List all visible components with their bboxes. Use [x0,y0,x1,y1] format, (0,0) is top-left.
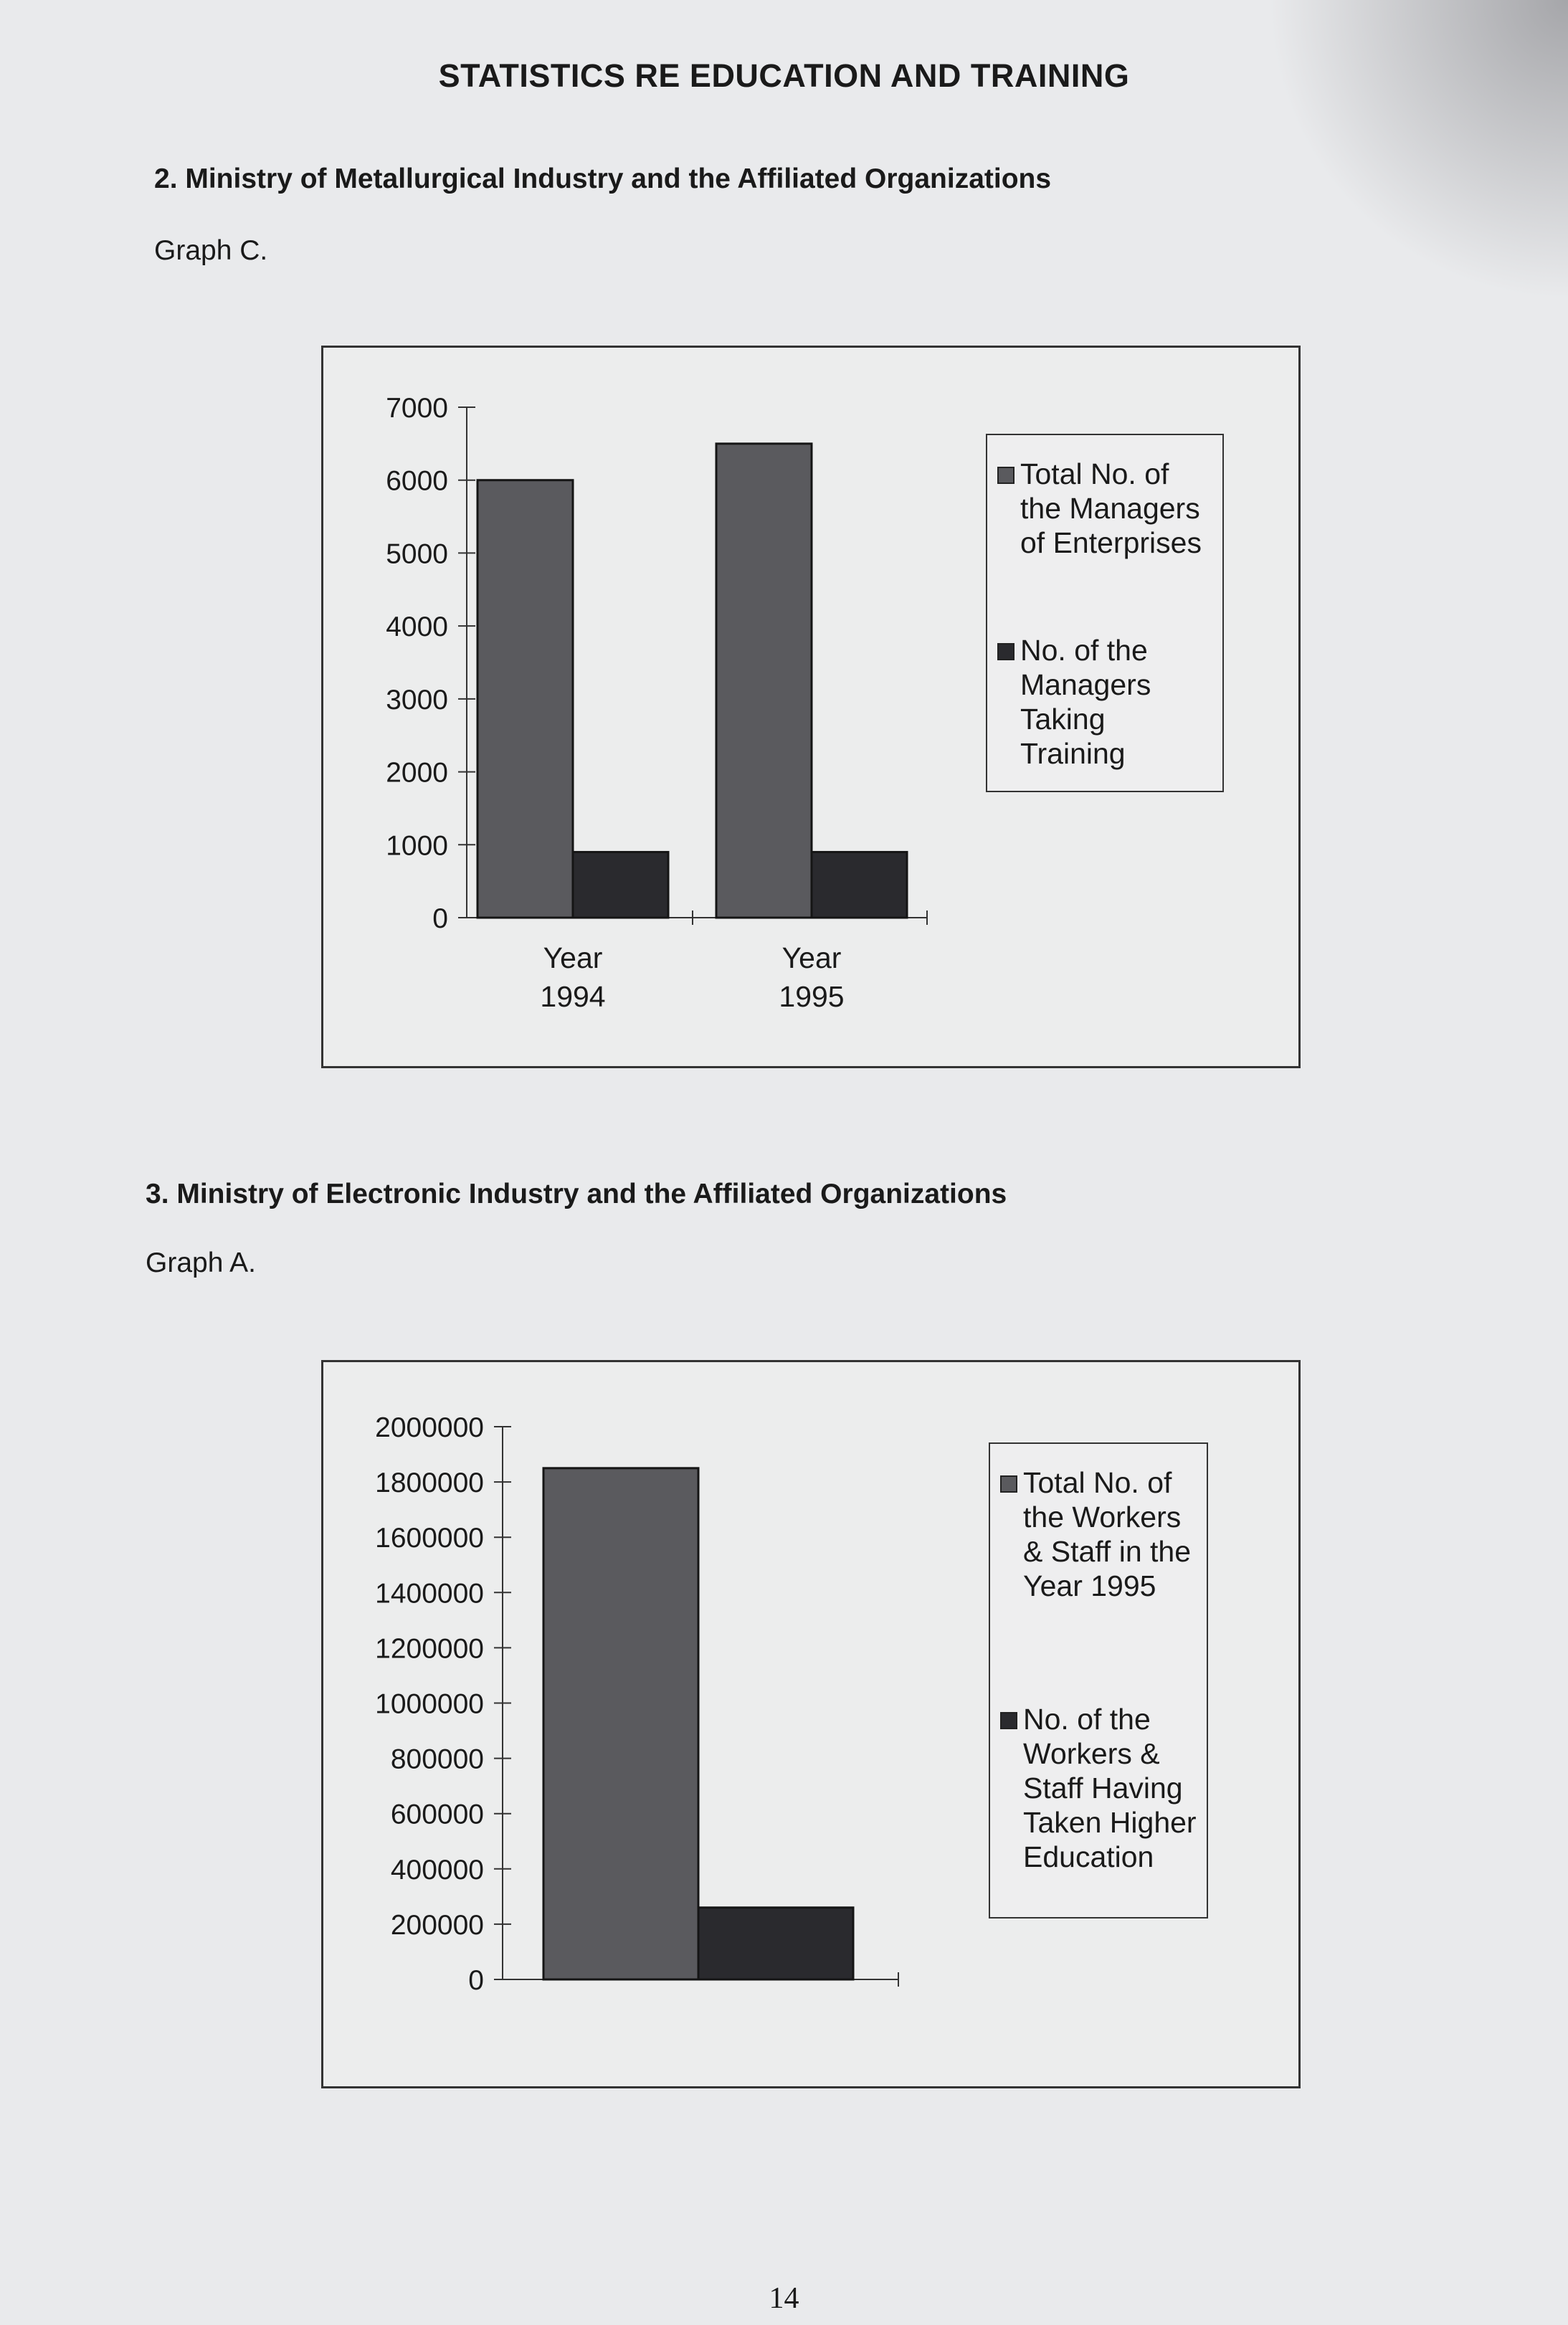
graph-label-c: Graph C. [154,235,268,266]
legend-label: No. of the Managers Taking Training [1020,634,1151,770]
page-number: 14 [769,2282,799,2315]
y-tick-label: 1800000 [375,1468,484,1499]
y-tick-label: 5000 [386,538,448,570]
y-tick-label: 1000 [386,830,448,862]
y-tick-label: 4000 [386,612,448,643]
y-tick-label: 200000 [390,1909,484,1941]
chart-container-metallurgical [321,346,1301,1068]
legend-label: Total No. of the Workers & Staff in the Year 1995 [1023,1466,1192,1602]
section-heading-electronic: 3. Ministry of Electronic Industry and the Affiliated Organizations [146,1179,1007,1209]
y-tick-label: 6000 [386,465,448,497]
y-tick-label: 800000 [390,1744,484,1775]
chart-legend [986,434,1224,792]
x-category-label: 1994 [540,980,606,1013]
legend-swatch [1000,1712,1017,1729]
y-tick-label: 3000 [386,684,448,715]
y-tick-label: 1400000 [375,1578,484,1610]
bar-subset [812,852,907,918]
graph-label-a: Graph A. [146,1247,256,1278]
y-tick-label: 600000 [390,1799,484,1830]
y-tick-label: 7000 [386,393,448,424]
y-tick-label: 2000000 [375,1412,484,1443]
chart-container-electronic [321,1360,1301,2088]
x-category-label: Year [781,941,842,974]
y-tick-label: 0 [432,903,448,934]
bar-total [477,480,573,918]
bar-total [543,1468,698,1979]
legend-swatch [1000,1475,1017,1493]
legend-swatch [997,467,1015,484]
legend-label: Total No. of the Managers of Enterprises [1020,457,1202,559]
bar-subset [698,1908,853,1979]
x-category-label: 1995 [779,980,845,1013]
y-tick-label: 1000000 [375,1688,484,1720]
y-tick-label: 1200000 [375,1633,484,1665]
legend-label: No. of the Workers & Staff Having Taken Higher Education [1023,1703,1197,1873]
bar-subset [573,852,668,918]
document-title: STATISTICS RE EDUCATION AND TRAINING [438,57,1130,94]
bar-total [716,444,812,918]
y-tick-label: 1600000 [375,1523,484,1554]
legend-swatch [997,643,1015,660]
x-category-label: Year [543,941,603,974]
y-tick-label: 2000 [386,757,448,789]
page-shadow [1267,0,1568,301]
chart-legend [989,1442,1208,1919]
section-heading-metallurgical: 2. Ministry of Metallurgical Industry and the Affiliated Organizations [154,163,1052,194]
y-tick-label: 400000 [390,1854,484,1886]
y-tick-label: 0 [468,1965,484,1996]
